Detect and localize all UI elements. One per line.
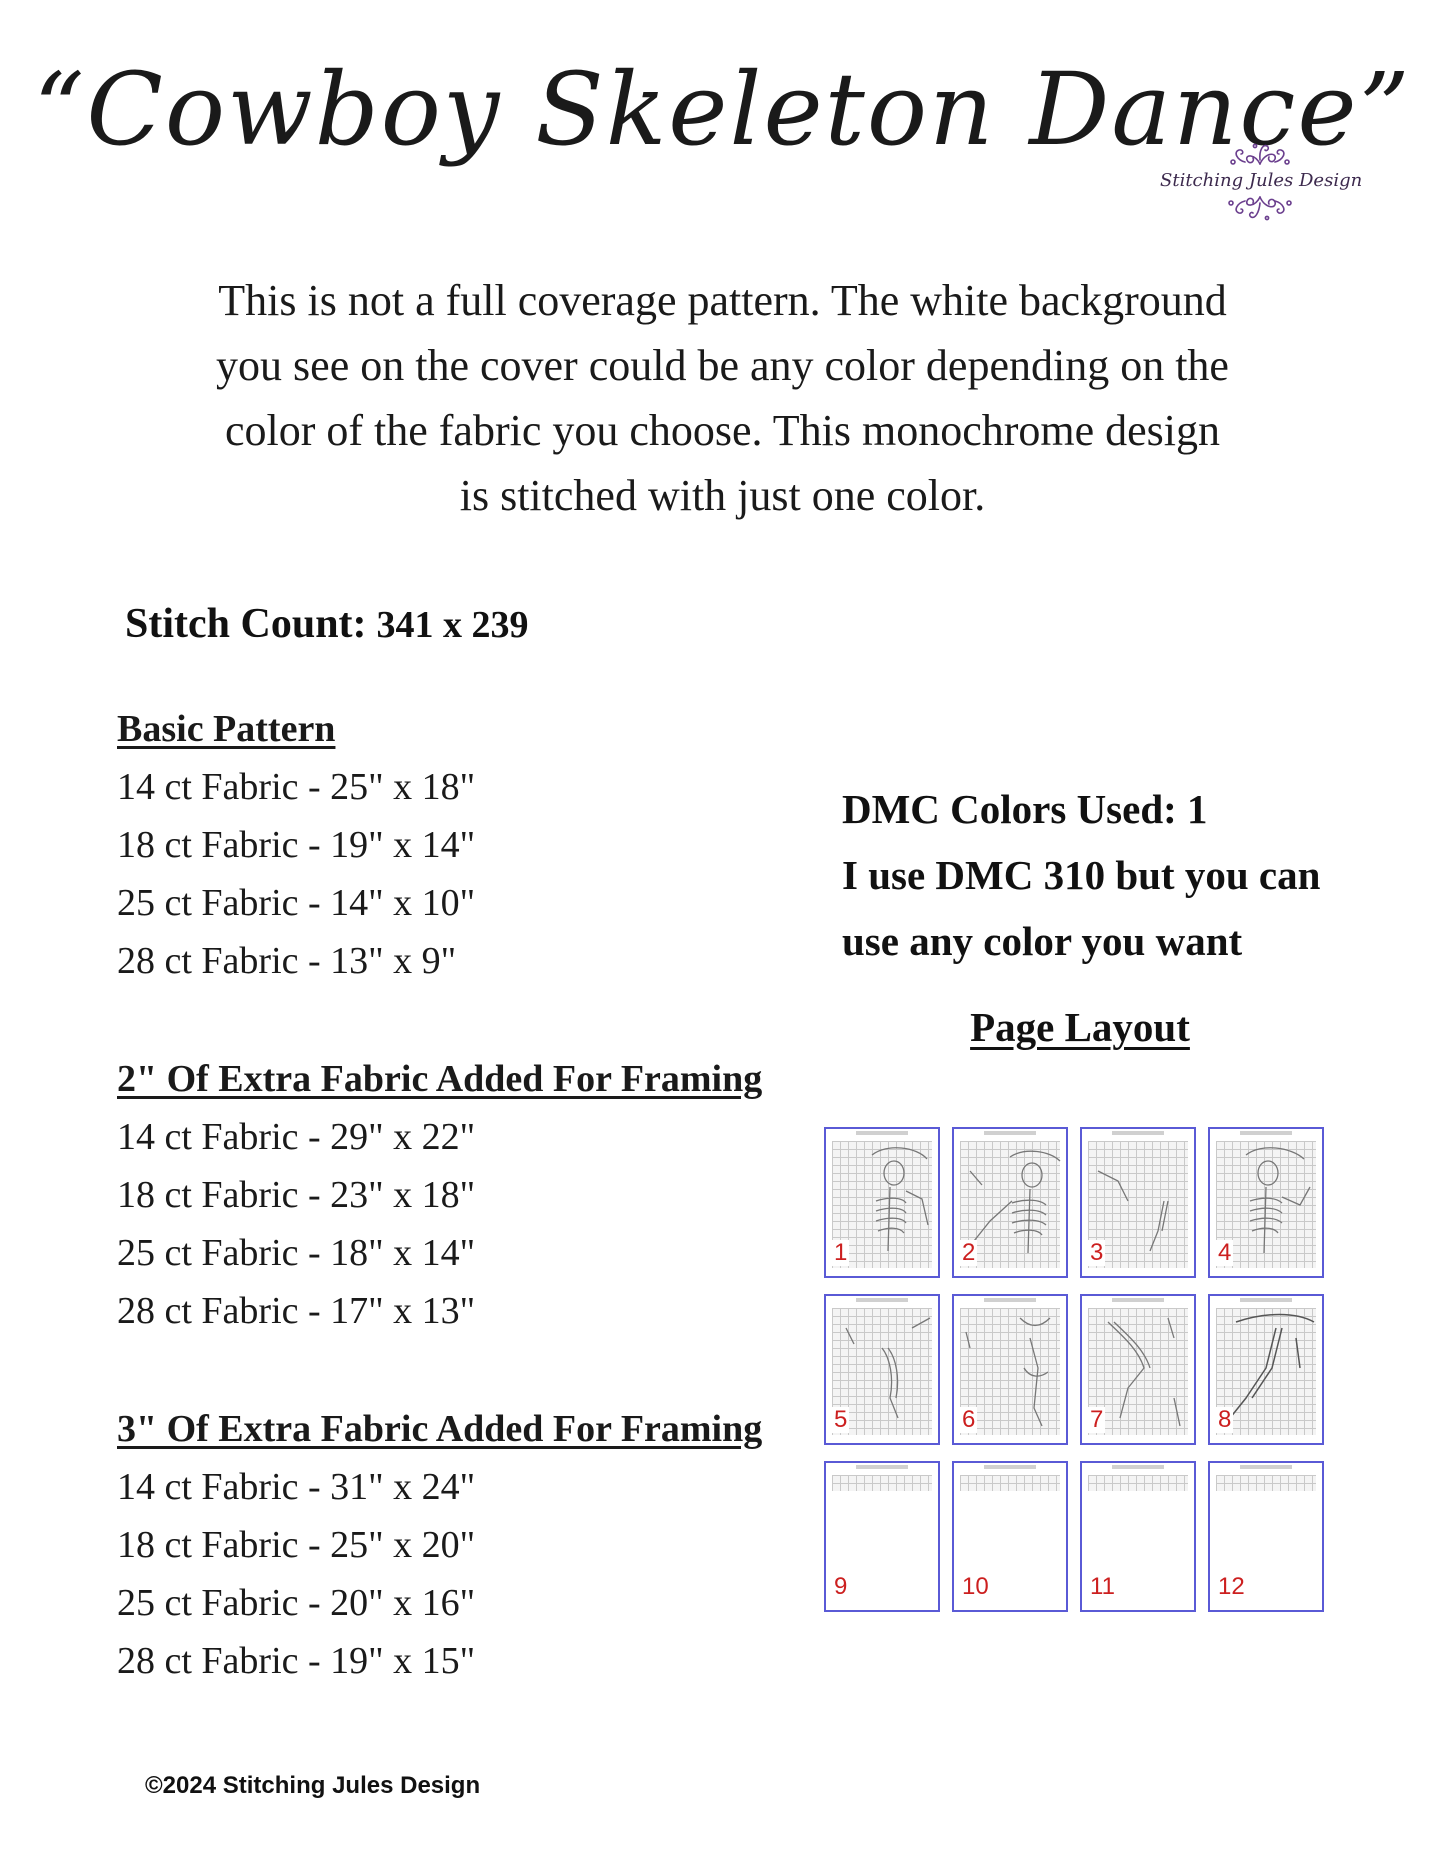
pattern-title: “Cowboy Skeleton Dance”: [33, 51, 1412, 168]
swirl-ornament-icon: [1215, 140, 1305, 168]
size-row: 14 ct Fabric - 31" x 24": [117, 1466, 476, 1508]
basic-pattern-section: [117, 700, 475, 990]
page-thumbnail: [824, 1461, 940, 1612]
size-row: 25 ct Fabric - 14" x 10": [117, 882, 476, 924]
copyright-notice: ©2024 Stitching Jules Design: [145, 1772, 481, 1799]
page-number: 4: [1218, 1239, 1232, 1266]
page-thumbnail: [952, 1461, 1068, 1612]
page-thumbnail: [824, 1127, 940, 1278]
page-number: 12: [1218, 1573, 1245, 1600]
page-thumbnail: [1080, 1294, 1196, 1445]
extra-3-inch-section: [117, 1400, 762, 1690]
brand-logo: [1160, 140, 1363, 250]
intro-line: you see on the cover could be any color depending on the: [216, 341, 1229, 390]
size-row: 14 ct Fabric - 25" x 18": [117, 766, 476, 808]
page-thumbnail: [1208, 1294, 1324, 1445]
page-number: 10: [962, 1573, 989, 1600]
size-row: 14 ct Fabric - 29" x 22": [117, 1116, 476, 1158]
size-row: 28 ct Fabric - 13" x 9": [117, 940, 457, 982]
brand-name: Stitching Jules Design: [1160, 170, 1363, 191]
page-number: 1: [834, 1239, 848, 1266]
page-thumbnail: [1080, 1127, 1196, 1278]
dmc-line: I use DMC 310 but you can: [842, 852, 1321, 898]
page-number: 2: [962, 1239, 976, 1266]
section-heading: Basic Pattern: [117, 708, 336, 750]
page-number: 3: [1090, 1239, 1104, 1266]
intro-line: is stitched with just one color.: [459, 471, 986, 520]
size-row: 28 ct Fabric - 19" x 15": [117, 1640, 476, 1682]
extra-2-inch-section: [117, 1050, 762, 1340]
size-row: 18 ct Fabric - 19" x 14": [117, 824, 476, 866]
page-thumbnail: [952, 1294, 1068, 1445]
section-heading: 2" Of Extra Fabric Added For Framing: [117, 1058, 763, 1100]
page-thumbnail: [952, 1127, 1068, 1278]
stitch-count-label: Stitch Count:: [125, 601, 367, 647]
page-thumbnail: [1080, 1461, 1196, 1612]
page-number: 11: [1090, 1573, 1115, 1600]
dmc-line: use any color you want: [842, 918, 1243, 964]
page-thumbnail: [1208, 1127, 1324, 1278]
size-row: 18 ct Fabric - 25" x 20": [117, 1524, 476, 1566]
dmc-colors-info: [842, 776, 1320, 974]
page-number: 5: [834, 1406, 848, 1433]
page-number: 9: [834, 1573, 848, 1600]
size-row: 18 ct Fabric - 23" x 18": [117, 1174, 476, 1216]
page-thumbnail: [1208, 1461, 1324, 1612]
dmc-line: DMC Colors Used: 1: [842, 786, 1208, 832]
size-row: 28 ct Fabric - 17" x 13": [117, 1290, 476, 1332]
stitch-count-value: 341 x 239: [376, 604, 529, 646]
page-thumbnail: [824, 1294, 940, 1445]
stitch-count: [125, 600, 529, 648]
size-row: 25 ct Fabric - 20" x 16": [117, 1582, 476, 1624]
page-number: 7: [1090, 1406, 1104, 1433]
intro-paragraph: [120, 268, 1325, 528]
size-row: 25 ct Fabric - 18" x 14": [117, 1232, 476, 1274]
intro-line: This is not a full coverage pattern. The white background: [218, 276, 1227, 325]
page-layout-grid: [824, 1127, 1329, 1612]
section-heading: 3" Of Extra Fabric Added For Framing: [117, 1408, 763, 1450]
page-number: 8: [1218, 1406, 1232, 1433]
intro-line: color of the fabric you choose. This monochrome design: [224, 406, 1221, 455]
page-number: 6: [962, 1406, 976, 1433]
page-layout-title: Page Layout: [970, 1004, 1190, 1050]
swirl-ornament-icon-bottom: [1215, 193, 1305, 223]
